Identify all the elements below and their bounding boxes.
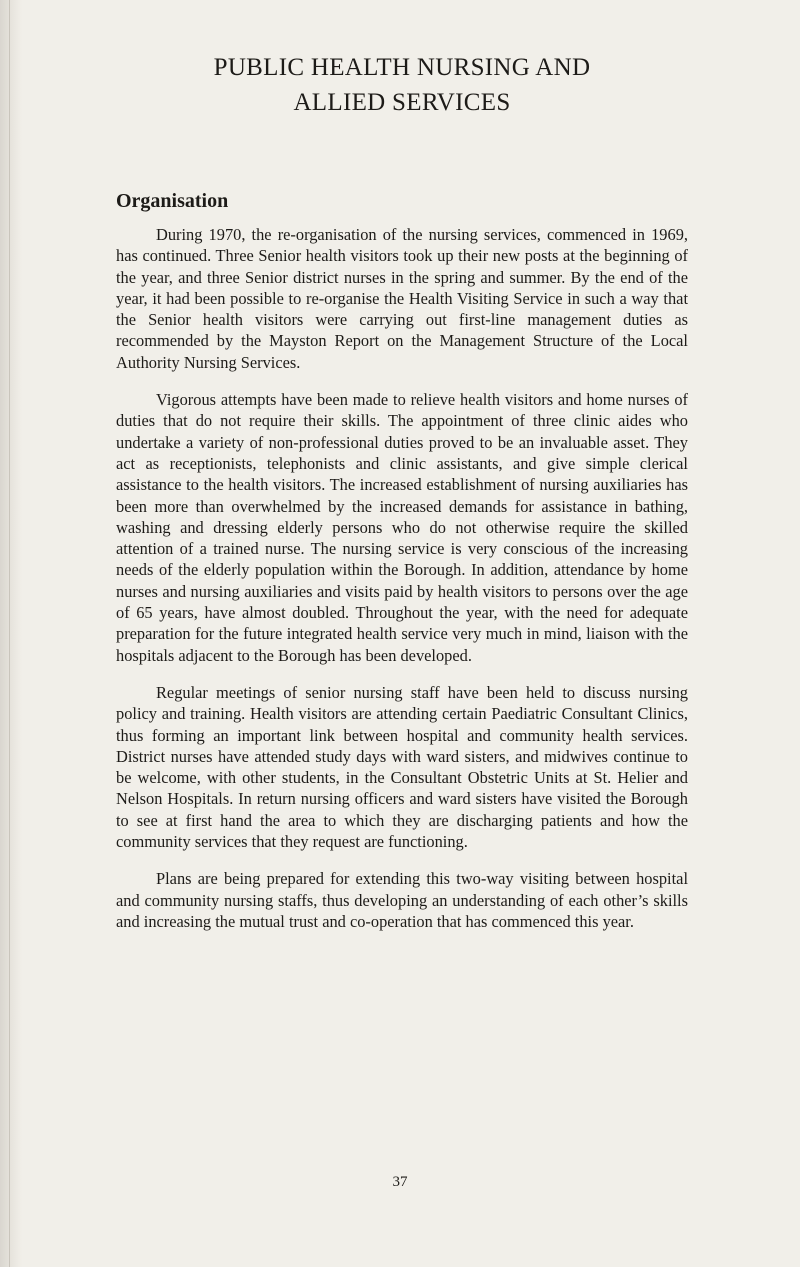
page-number: 37 (392, 1174, 408, 1190)
page-title (116, 50, 688, 120)
page-title-line-2: ALLIED SERVICES (293, 89, 511, 116)
paragraph-reorganisation: During 1970, the re-organisation of the nursing services, commenced in 1969, has continued. Three Senior health visitors took up their new posts at the beginning of the year, and three Senior district nurses in the spring and summer. By the end of the year, it had been possible to re-organise the Health Visiting Service in such a way that the Senior health visitors were carrying out first-line management duties as recommended by the Mayston Report on the Management Structure of the Local Authority Nursing Services. (116, 225, 688, 372)
paragraph-relieve-duties: Vigorous attempts have been made to relieve health visitors and home nurses of duties that do not require their skills. The appointment of three clinic aides who undertake a variety of non-professional duties proved to be an invaluable asset. They act as receptionists, telephonists and clinic assistants, and give simple clerical assistance to the health visitors. The increased establishment of nursing auxiliaries has been more than overwhelmed by the increased demands for assistance in bathing, washing and dressing elderly persons who do not otherwise require the skilled attention of a trained nurse. The nursing service is very conscious of the increasing needs of the elderly population within the Borough. In addition, attendance by home nurses and nursing auxiliaries and visits paid by health visitors to persons over the age of 65 years, have almost doubled. Throughout the year, with the need for adequate preparation for the future integrated health service very much in mind, liaison with the hospitals adjacent to the Borough has been developed. (116, 390, 688, 665)
section-heading-organisation: Organisation (116, 190, 229, 212)
paragraph-two-way-visiting: Plans are being prepared for extending this two-way visiting between hospital and community nursing staffs, thus developing an understanding of each other’s skills and increasing the mutual trust and co-operation that has commenced this year. (116, 869, 688, 931)
document-page (116, 50, 688, 948)
page-title-line-1: PUBLIC HEALTH NURSING AND (213, 54, 591, 81)
page-binding-edge (0, 0, 22, 1267)
paragraph-regular-meetings: Regular meetings of senior nursing staff have been held to discuss nursing policy and training. Health visitors are attending certain Paediatric Consultant Clinics, thus forming an important link between hospital and community health services. District nurses have attended study days with ward sisters, and midwives continue to be welcome, with other students, in the Consultant Obstetric Units at St. Helier and Nelson Hospitals. In return nursing officers and ward sisters have visited the Borough to see at first hand the area to which they are discharging patients and how the community services that they request are functioning. (116, 682, 688, 852)
